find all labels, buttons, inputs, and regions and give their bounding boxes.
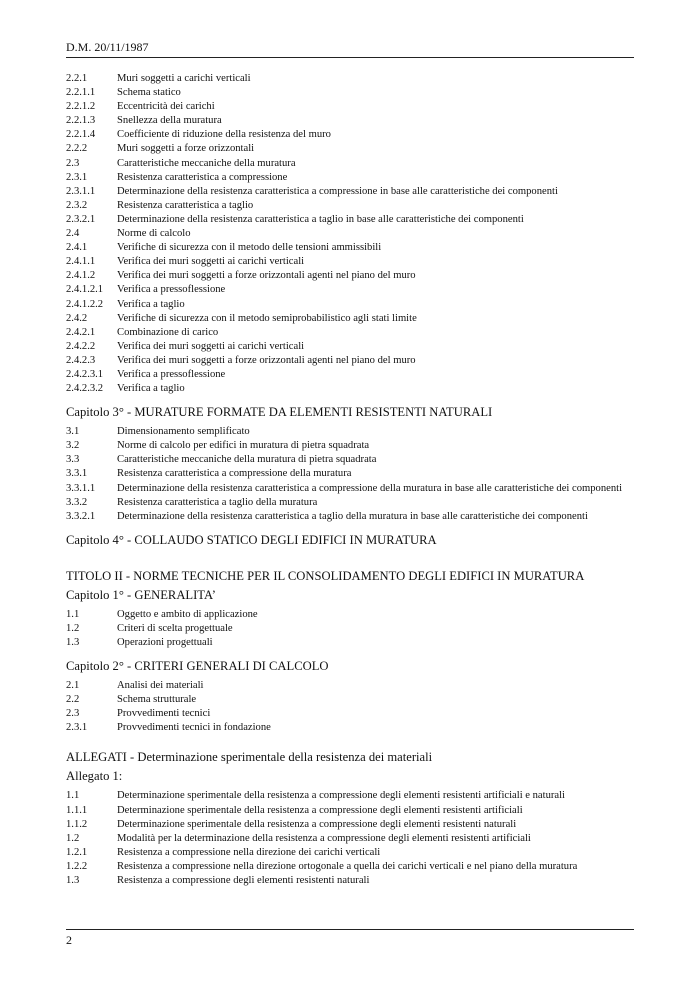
- toc-entry-text: Operazioni progettuali: [117, 637, 213, 648]
- toc-entry-number: 2.2.1: [66, 73, 88, 84]
- toc-entry: [66, 693, 636, 707]
- toc-entry-text: Verifica dei muri soggetti ai carichi verticali: [117, 256, 305, 268]
- toc-entry-text: Verifica a pressoflessione: [117, 284, 226, 296]
- toc-entry-text: Provvedimenti tecnici: [117, 708, 211, 720]
- toc-entry-number: 2.4.2: [66, 312, 88, 324]
- toc-entry: [66, 496, 636, 510]
- toc-entry: [66, 804, 636, 818]
- toc-entry-text: Norme di calcolo: [117, 228, 191, 240]
- toc-entry-number: 2.3.2.1: [66, 213, 96, 225]
- toc-entry-text: Resistenza a compressione degli elementi resistenti naturali: [117, 875, 370, 887]
- toc-entry-text: Resistenza a compressione nella direzione ortogonale a quella dei carichi verticali e nel piano della muratura: [117, 860, 578, 872]
- toc-entry-text: Resistenza caratteristica a compressione: [117, 171, 288, 183]
- toc-entry-text: Caratteristiche meccaniche della muratura di pietra squadrata: [117, 454, 377, 466]
- title-heading: TITOLO II - NORME TECNICHE PER IL CONSOLIDAMENTO DEGLI EDIFICI IN MURATURA: [66, 568, 585, 583]
- toc-entry-number: 2.4: [66, 228, 80, 240]
- toc-entry-text: Verifiche di sicurezza con il metodo semiprobabilistico agli stati limite: [117, 312, 417, 324]
- toc-entry-number: 2.4.2.3: [66, 354, 96, 366]
- toc-entry: [66, 128, 636, 142]
- toc-entry-number: 2.3.2: [66, 199, 88, 211]
- toc-entry-text: Provvedimenti tecnici in fondazione: [117, 722, 271, 734]
- toc-entry: [66, 608, 636, 622]
- toc-entry: [66, 846, 636, 860]
- toc-entry: [66, 453, 636, 467]
- toc-entry-text: Schema statico: [117, 87, 181, 99]
- toc-entry-text: Oggetto e ambito di applicazione: [117, 608, 258, 620]
- toc-entry-text: Muri soggetti a forze orizzontali: [117, 143, 255, 155]
- toc-entry: [66, 382, 636, 396]
- toc-entry-text: Determinazione sperimentale della resistenza a compressione degli elementi resistenti naturali: [117, 818, 517, 830]
- toc-entry: [66, 241, 636, 255]
- toc-entry-number: 1.1.1: [66, 804, 88, 816]
- toc-entry-text: Criteri di scelta progettuale: [117, 622, 233, 634]
- chapter-heading: Capitolo 4° - COLLAUDO STATICO DEGLI EDIFICI IN MURATURA: [66, 532, 437, 547]
- toc-entry-number: 1.2: [66, 832, 80, 844]
- toc-entry: [66, 636, 636, 650]
- toc-entry-text: Resistenza caratteristica a compressione della muratura: [117, 468, 352, 480]
- toc-entry-text: Resistenza a compressione nella direzione dei carichi verticali: [117, 846, 381, 858]
- toc-entry: [66, 425, 636, 439]
- toc-entry-number: 2.1: [66, 680, 80, 692]
- toc-entry-text: Muri soggetti a carichi verticali: [117, 73, 251, 84]
- toc-entry: [66, 157, 636, 171]
- toc-entry-number: 2.2.1.4: [66, 129, 96, 141]
- toc-entry-number: 2.4.2.2: [66, 340, 96, 352]
- toc-entry: [66, 721, 636, 735]
- toc-entry-number: 2.4.1.1: [66, 256, 96, 268]
- toc-entry-text: Eccentricità dei carichi: [117, 101, 215, 113]
- header-title: D.M. 20/11/1987: [66, 40, 149, 54]
- toc-entry: [66, 213, 636, 227]
- toc-entry: [66, 860, 636, 874]
- toc-entry-text: Analisi dei materiali: [117, 680, 204, 692]
- toc-entry-text: Resistenza caratteristica a taglio della muratura: [117, 496, 318, 508]
- table-of-contents: [66, 72, 636, 888]
- toc-entry: [66, 340, 636, 354]
- toc-entry-text: Verifica a pressoflessione: [117, 368, 226, 380]
- toc-entry: [66, 818, 636, 832]
- toc-entry-number: 1.3: [66, 637, 80, 648]
- toc-entry-number: 2.2: [66, 694, 80, 706]
- toc-entry: [66, 199, 636, 213]
- toc-entry-number: 2.3.1.1: [66, 185, 96, 197]
- toc-entry-number: 2.4.1: [66, 242, 88, 254]
- toc-entry-text: Determinazione della resistenza caratteristica a taglio della muratura in base alle caratteristiche dei componenti: [117, 510, 588, 522]
- toc-entry: [66, 72, 636, 86]
- toc-list: [66, 72, 636, 396]
- toc-entry-text: Verifica a taglio: [117, 383, 185, 395]
- page-number: 2: [66, 933, 72, 947]
- toc-entry-number: 3.2: [66, 440, 80, 452]
- toc-entry: [66, 467, 636, 481]
- toc-entry: [66, 707, 636, 721]
- toc-entry-text: Snellezza della muratura: [117, 115, 222, 127]
- toc-entry: [66, 255, 636, 269]
- toc-entry-number: 2.4.1.2.2: [66, 298, 104, 310]
- toc-entry-text: Determinazione della resistenza caratteristica a taglio in base alle caratteristiche dei componenti: [117, 213, 524, 225]
- toc-entry-number: 1.1.2: [66, 818, 88, 830]
- toc-entry-number: 1.1: [66, 608, 80, 620]
- toc-entry: [66, 86, 636, 100]
- toc-list: [66, 679, 636, 735]
- toc-entry: [66, 510, 636, 524]
- toc-entry: [66, 439, 636, 453]
- toc-entry-number: 2.3.1: [66, 171, 88, 183]
- toc-entry-text: Modalità per la determinazione della resistenza a compressione degli elementi resistenti artificiali: [117, 832, 531, 844]
- toc-entry: [66, 298, 636, 312]
- toc-entry-text: Verifica a taglio: [117, 298, 185, 310]
- toc-entry-text: Determinazione sperimentale della resistenza a compressione degli elementi resistenti artificiali: [117, 804, 523, 816]
- toc-entry-text: Determinazione della resistenza caratteristica a compressione in base alle caratteristiche dei componenti: [117, 185, 558, 197]
- toc-entry-number: 1.2: [66, 622, 80, 634]
- page-footer: [66, 929, 634, 947]
- toc-entry-number: 2.3: [66, 157, 80, 169]
- toc-entry-number: 2.4.2.3.2: [66, 383, 104, 395]
- toc-entry-text: Caratteristiche meccaniche della muratura: [117, 157, 296, 169]
- toc-entry-number: 2.4.1.2: [66, 270, 96, 282]
- toc-entry: [66, 269, 636, 283]
- toc-entry-number: 3.3.1.1: [66, 482, 96, 494]
- toc-entry: [66, 622, 636, 636]
- toc-list: [66, 608, 636, 650]
- toc-entry: [66, 679, 636, 693]
- toc-entry: [66, 326, 636, 340]
- toc-entry-number: 1.2.1: [66, 846, 88, 858]
- toc-entry-number: 2.3.1: [66, 722, 88, 734]
- toc-entry: [66, 368, 636, 382]
- toc-entry-number: 3.3.1: [66, 468, 88, 480]
- toc-entry-number: 2.4.1.2.1: [66, 284, 104, 296]
- toc-entry: [66, 185, 636, 199]
- toc-entry-number: 3.3.2: [66, 496, 88, 508]
- toc-entry: [66, 227, 636, 241]
- chapter-heading: Capitolo 2° - CRITERI GENERALI DI CALCOLO: [66, 659, 329, 674]
- toc-entry-text: Determinazione sperimentale della resistenza a compressione degli elementi resistenti artificiali e naturali: [117, 790, 565, 802]
- toc-entry-text: Verifica dei muri soggetti ai carichi verticali: [117, 340, 305, 352]
- toc-entry-number: 1.1: [66, 790, 80, 802]
- toc-entry: [66, 114, 636, 128]
- toc-entry-text: Schema strutturale: [117, 694, 197, 706]
- toc-entry-number: 3.3.2.1: [66, 510, 96, 522]
- toc-entry-text: Coefficiente di riduzione della resistenza del muro: [117, 129, 331, 141]
- toc-entry-text: Resistenza caratteristica a taglio: [117, 199, 254, 211]
- toc-entry: [66, 482, 636, 496]
- toc-entry: [66, 789, 636, 803]
- toc-entry-number: 3.3: [66, 454, 80, 466]
- page-header: [66, 40, 634, 58]
- toc-entry-text: Verifica dei muri soggetti a forze orizzontali agenti nel piano del muro: [117, 270, 416, 282]
- toc-entry: [66, 874, 636, 888]
- toc-entry: [66, 312, 636, 326]
- toc-entry: [66, 283, 636, 297]
- toc-entry-text: Verifiche di sicurezza con il metodo delle tensioni ammissibili: [117, 242, 382, 254]
- toc-entry-text: Verifica dei muri soggetti a forze orizzontali agenti nel piano del muro: [117, 354, 416, 366]
- toc-list: [66, 789, 636, 888]
- toc-entry: [66, 354, 636, 368]
- toc-entry-number: 3.1: [66, 426, 80, 438]
- toc-entry: [66, 832, 636, 846]
- toc-entry-text: Dimensionamento semplificato: [117, 426, 250, 438]
- toc-entry: [66, 142, 636, 156]
- toc-entry-number: 2.2.1.3: [66, 115, 96, 127]
- toc-list: [66, 425, 636, 524]
- toc-entry: [66, 100, 636, 114]
- toc-entry-number: 1.3: [66, 875, 80, 887]
- allegati-heading: ALLEGATI - Determinazione sperimentale della resistenza dei materiali: [66, 750, 433, 765]
- chapter-heading: Capitolo 3° - MURATURE FORMATE DA ELEMENTI RESISTENTI NATURALI: [66, 405, 493, 420]
- toc-entry-number: 2.3: [66, 708, 80, 720]
- toc-entry-text: Combinazione di carico: [117, 326, 219, 338]
- toc-entry-number: 2.2.2: [66, 143, 88, 155]
- allegato-subheading: Allegato 1:: [66, 769, 123, 784]
- toc-entry-number: 2.2.1.1: [66, 87, 96, 99]
- toc-entry-text: Determinazione della resistenza caratteristica a compressione della muratura in base alle caratteristiche dei componenti: [117, 482, 623, 494]
- toc-entry-number: 2.4.2.1: [66, 326, 96, 338]
- toc-entry-text: Norme di calcolo per edifici in muratura di pietra squadrata: [117, 440, 370, 452]
- toc-entry-number: 1.2.2: [66, 860, 88, 872]
- toc-entry-number: 2.2.1.2: [66, 101, 96, 113]
- toc-entry-number: 2.4.2.3.1: [66, 368, 104, 380]
- chapter-heading: Capitolo 1° - GENERALITA’: [66, 587, 216, 602]
- toc-entry: [66, 171, 636, 185]
